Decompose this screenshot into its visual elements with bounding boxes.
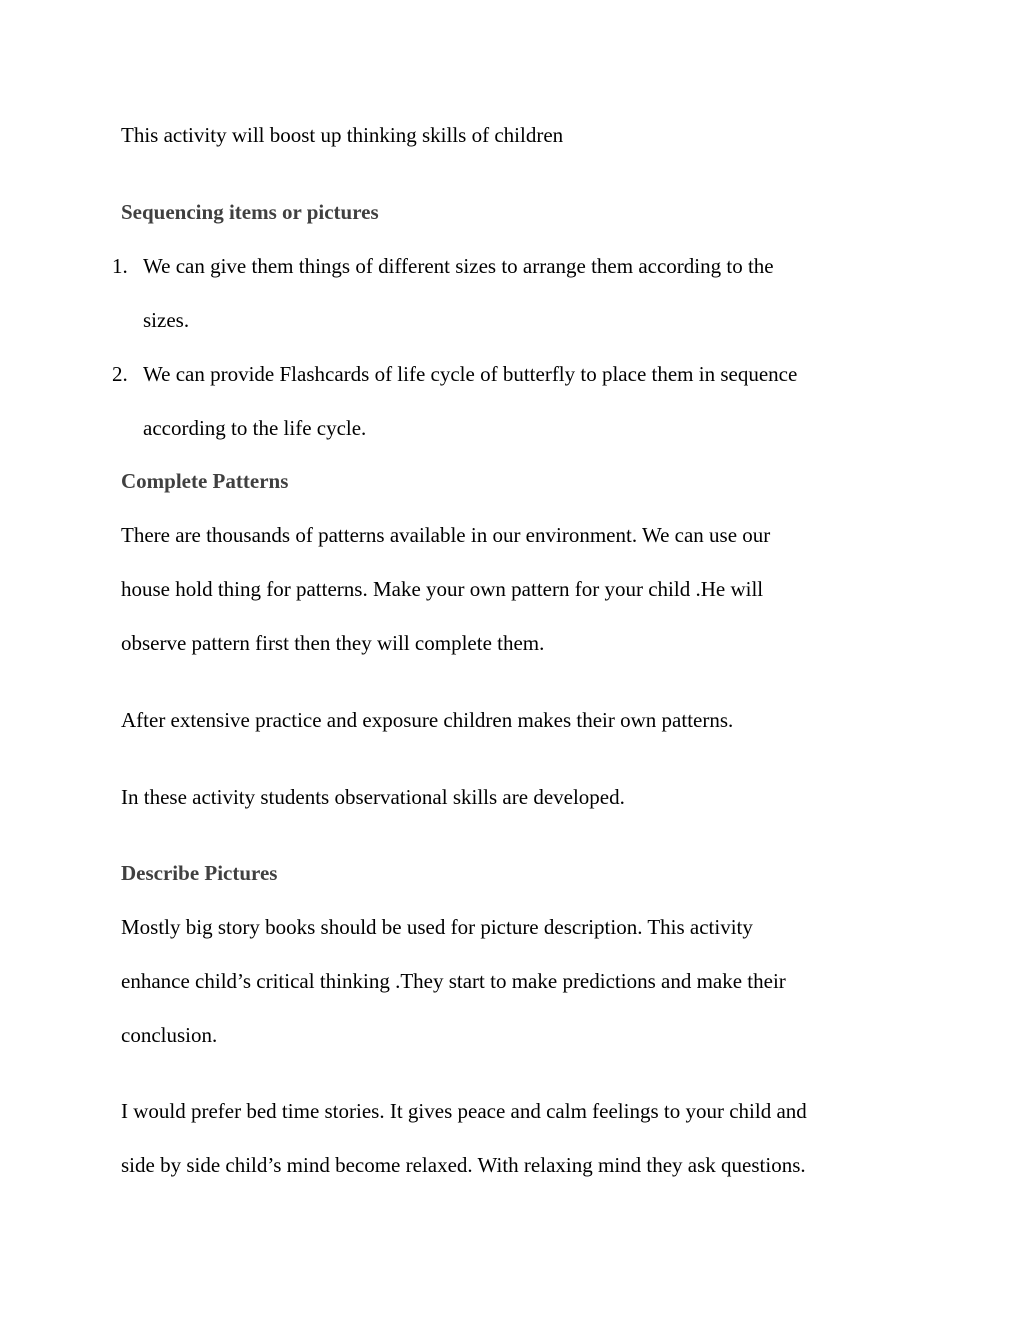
list-number-2: 2. [112, 362, 128, 386]
list-item-2-line-2: according to the life cycle. [143, 416, 367, 440]
pictures-para-1-line-3: conclusion. [121, 1023, 218, 1047]
pictures-para-1-line-1: Mostly big story books should be used for picture description. This activity [121, 915, 753, 939]
patterns-para-1-line-2: house hold thing for patterns. Make your own pattern for your child .He will [121, 577, 764, 601]
pictures-para-1-line-2: enhance child’s critical thinking .They start to make predictions and make their [121, 969, 786, 993]
patterns-para-1-line-3: observe pattern first then they will complete them. [121, 631, 545, 655]
list-item-1-line-1: We can give them things of different sizes to arrange them according to the [143, 254, 774, 278]
pictures-para-2-line-1: I would prefer bed time stories. It gives peace and calm feelings to your child and [121, 1099, 807, 1123]
heading-complete-patterns: Complete Patterns [121, 469, 289, 493]
heading-describe-pictures: Describe Pictures [121, 861, 278, 885]
list-number-1: 1. [112, 254, 128, 278]
list-item-2-line-1: We can provide Flashcards of life cycle of butterfly to place them in sequence [143, 362, 798, 386]
heading-sequencing: Sequencing items or pictures [121, 200, 379, 224]
pictures-para-2-line-2: side by side child’s mind become relaxed. With relaxing mind they ask questions. [121, 1153, 806, 1177]
list-item-1-line-2: sizes. [143, 308, 190, 332]
patterns-para-2: After extensive practice and exposure children makes their own patterns. [121, 708, 734, 732]
patterns-para-1-line-1: There are thousands of patterns available in our environment. We can use our [121, 523, 771, 547]
patterns-para-3: In these activity students observational skills are developed. [121, 785, 625, 809]
intro-text: This activity will boost up thinking skills of children [121, 123, 564, 147]
